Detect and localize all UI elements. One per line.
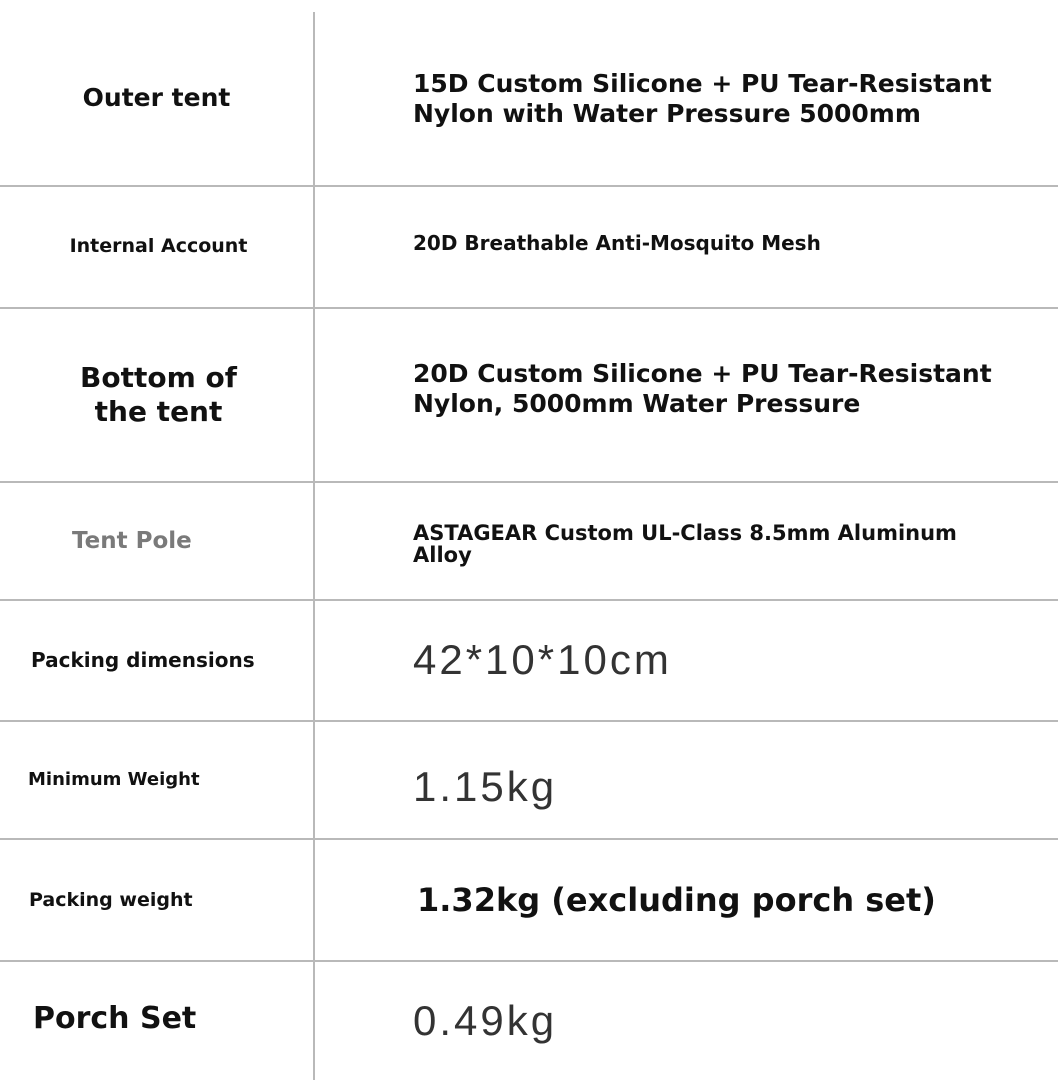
- spec-value-minimum-weight: 1.15kg: [413, 762, 558, 810]
- spec-label-packing-weight: Packing weight: [29, 889, 193, 912]
- spec-label-cell: [0, 840, 313, 960]
- spec-value-packing-dimensions: 42*10*10cm: [413, 636, 672, 684]
- spec-value-porch-set: 0.49kg: [413, 996, 558, 1044]
- spec-label-minimum-weight: Minimum Weight: [28, 769, 200, 791]
- spec-label-bottom-of-tent: Bottom of the tent: [80, 360, 237, 428]
- spec-label-cell: [0, 601, 313, 720]
- spec-value-outer-tent: 15D Custom Silicone + PU Tear-Resistant Nylon with Water Pressure 5000mm: [413, 68, 992, 128]
- spec-value-cell: [413, 601, 1053, 720]
- spec-label-cell: [0, 722, 313, 838]
- spec-value-bottom-of-tent: 20D Custom Silicone + PU Tear-Resistant Nylon, 5000mm Water Pressure: [413, 359, 992, 418]
- spec-label-packing-dimensions: Packing dimensions: [31, 648, 255, 673]
- spec-label-porch-set: Porch Set: [33, 1000, 197, 1036]
- spec-value-tent-pole: ASTAGEAR Custom UL-Class 8.5mm Aluminum Alloy: [413, 520, 957, 567]
- spec-label-cell: [0, 187, 313, 307]
- spec-value-cell: [413, 840, 1053, 960]
- spec-value-packing-weight: 1.32kg (excluding porch set): [417, 880, 936, 919]
- spec-label-cell: [0, 962, 313, 1080]
- spec-label-outer-tent: Outer tent: [82, 83, 231, 113]
- spec-value-cell: [413, 309, 1053, 481]
- spec-label-internal-account: Internal Account: [69, 235, 248, 258]
- column-divider: [313, 12, 315, 1080]
- spec-value-cell: [413, 483, 1053, 599]
- spec-value-cell: [413, 12, 1053, 185]
- spec-label-cell: [0, 483, 313, 599]
- spec-value-cell: [413, 962, 1053, 1080]
- spec-label-tent-pole: Tent Pole: [72, 527, 192, 554]
- spec-value-cell: [413, 722, 1053, 838]
- spec-value-cell: [413, 187, 1053, 307]
- spec-label-cell: [0, 309, 313, 481]
- spec-label-cell: [0, 12, 313, 185]
- spec-value-internal-account: 20D Breathable Anti-Mosquito Mesh: [413, 231, 821, 255]
